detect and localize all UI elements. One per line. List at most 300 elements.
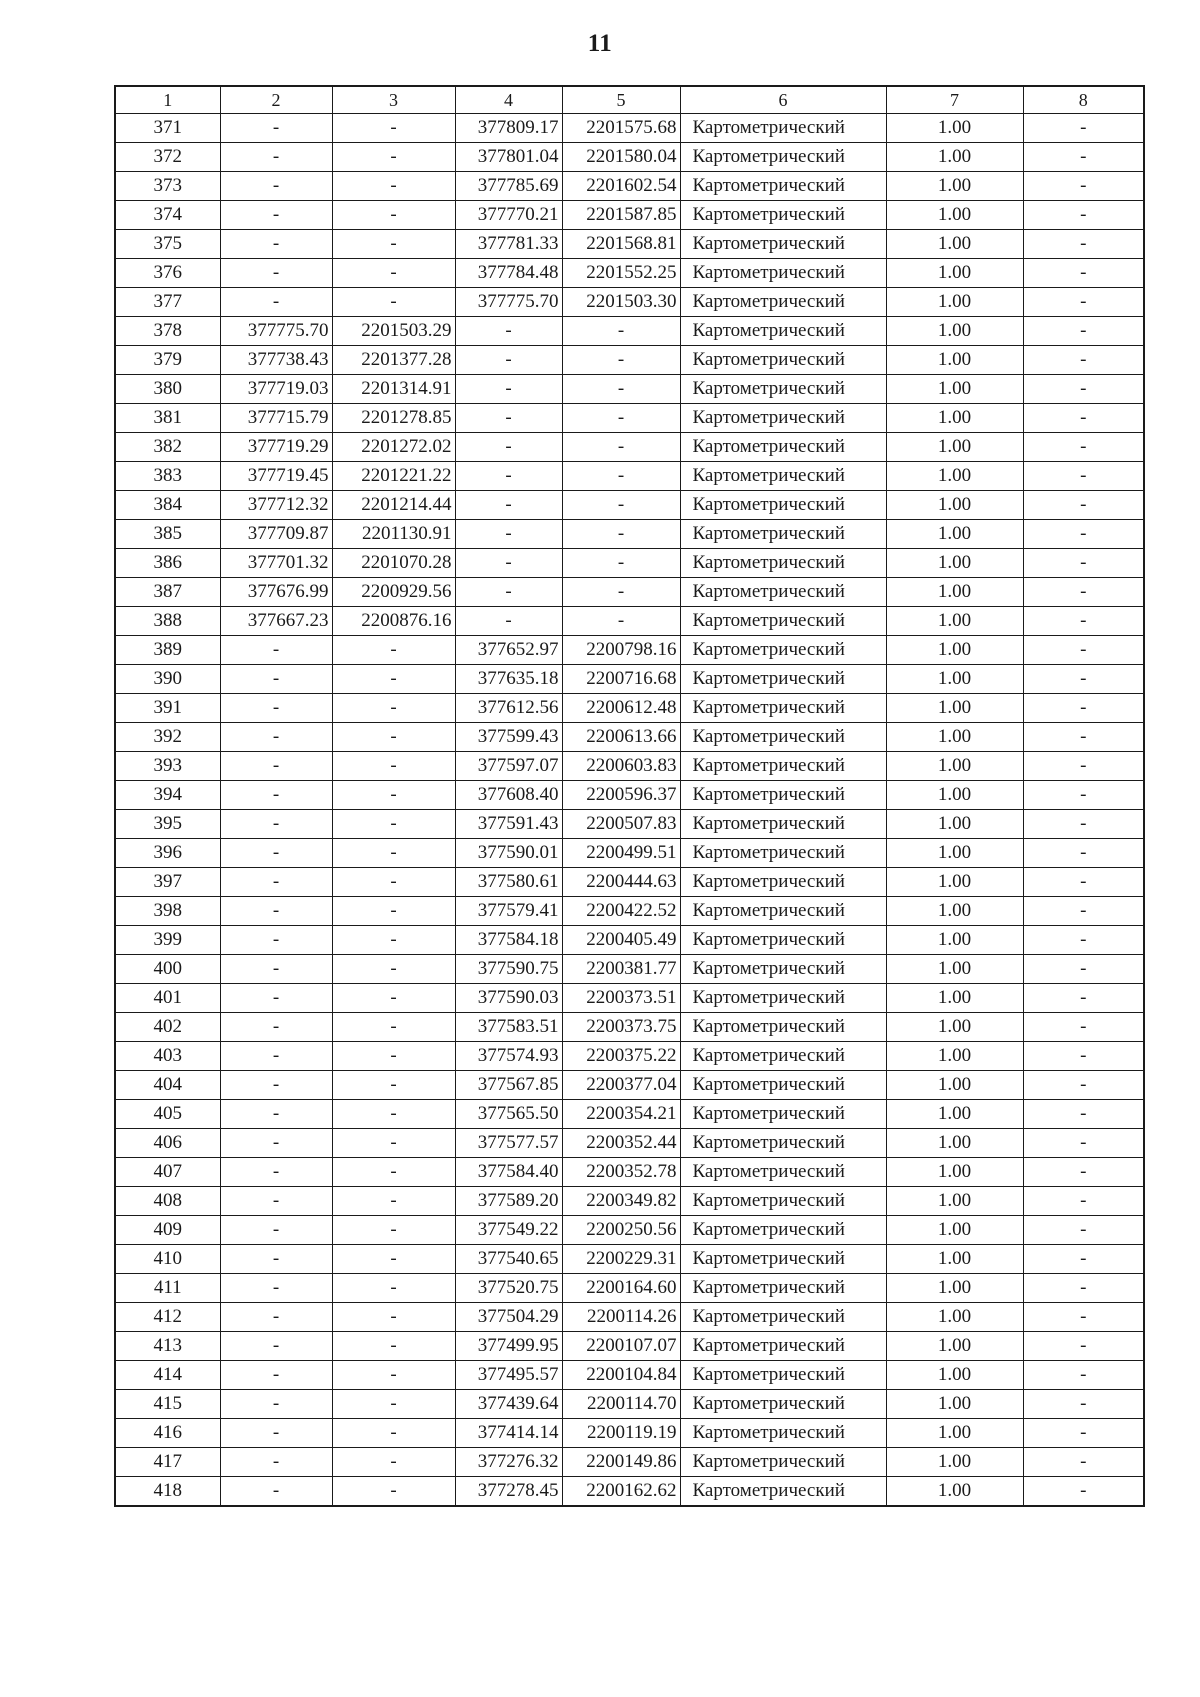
new-y-cell: 2200373.51: [562, 984, 680, 1013]
new-x-cell: -: [455, 433, 562, 462]
description-cell: -: [1023, 1187, 1144, 1216]
accuracy-cell: 1.00: [886, 636, 1023, 665]
table-row: [115, 1245, 1144, 1274]
method-cell: Картометрический: [680, 752, 886, 781]
accuracy-cell: 1.00: [886, 578, 1023, 607]
point-number-cell: 408: [115, 1187, 220, 1216]
method-cell: Картометрический: [680, 839, 886, 868]
accuracy-cell: 1.00: [886, 549, 1023, 578]
table-body: [115, 114, 1144, 1507]
method-cell: Картометрический: [680, 578, 886, 607]
existing-x-cell: 377775.70: [220, 317, 332, 346]
description-cell: -: [1023, 317, 1144, 346]
description-cell: -: [1023, 114, 1144, 143]
existing-x-cell: 377667.23: [220, 607, 332, 636]
point-number-cell: 382: [115, 433, 220, 462]
accuracy-cell: 1.00: [886, 201, 1023, 230]
existing-y-cell: -: [332, 201, 455, 230]
description-cell: -: [1023, 201, 1144, 230]
description-cell: -: [1023, 810, 1144, 839]
existing-y-cell: 2200929.56: [332, 578, 455, 607]
point-number-cell: 409: [115, 1216, 220, 1245]
existing-y-cell: -: [332, 1187, 455, 1216]
table-row: [115, 1274, 1144, 1303]
existing-x-cell: 377701.32: [220, 549, 332, 578]
existing-x-cell: 377712.32: [220, 491, 332, 520]
description-cell: -: [1023, 143, 1144, 172]
accuracy-cell: 1.00: [886, 1187, 1023, 1216]
method-cell: Картометрический: [680, 868, 886, 897]
existing-y-cell: -: [332, 1071, 455, 1100]
existing-x-cell: -: [220, 1216, 332, 1245]
method-cell: Картометрический: [680, 1361, 886, 1390]
new-y-cell: 2200499.51: [562, 839, 680, 868]
description-cell: -: [1023, 1477, 1144, 1507]
method-cell: Картометрический: [680, 955, 886, 984]
accuracy-cell: 1.00: [886, 1245, 1023, 1274]
description-cell: -: [1023, 1158, 1144, 1187]
existing-y-cell: -: [332, 288, 455, 317]
new-y-cell: 2201568.81: [562, 230, 680, 259]
method-cell: Картометрический: [680, 230, 886, 259]
method-cell: Картометрический: [680, 520, 886, 549]
accuracy-cell: 1.00: [886, 143, 1023, 172]
new-x-cell: -: [455, 404, 562, 433]
new-x-cell: 377809.17: [455, 114, 562, 143]
method-cell: Картометрический: [680, 810, 886, 839]
point-number-cell: 373: [115, 172, 220, 201]
new-x-cell: 377612.56: [455, 694, 562, 723]
method-cell: Картометрический: [680, 897, 886, 926]
new-x-cell: 377574.93: [455, 1042, 562, 1071]
point-number-cell: 372: [115, 143, 220, 172]
point-number-cell: 400: [115, 955, 220, 984]
point-number-cell: 371: [115, 114, 220, 143]
accuracy-cell: 1.00: [886, 520, 1023, 549]
table-row: [115, 549, 1144, 578]
description-cell: -: [1023, 578, 1144, 607]
new-x-cell: 377775.70: [455, 288, 562, 317]
point-number-cell: 407: [115, 1158, 220, 1187]
new-y-cell: -: [562, 549, 680, 578]
accuracy-cell: 1.00: [886, 1071, 1023, 1100]
existing-y-cell: 2201314.91: [332, 375, 455, 404]
point-number-cell: 391: [115, 694, 220, 723]
existing-y-cell: 2201214.44: [332, 491, 455, 520]
accuracy-cell: 1.00: [886, 1042, 1023, 1071]
method-cell: Картометрический: [680, 636, 886, 665]
accuracy-cell: 1.00: [886, 462, 1023, 491]
new-x-cell: 377781.33: [455, 230, 562, 259]
accuracy-cell: 1.00: [886, 1216, 1023, 1245]
method-cell: Картометрический: [680, 259, 886, 288]
point-number-cell: 388: [115, 607, 220, 636]
accuracy-cell: 1.00: [886, 1390, 1023, 1419]
existing-y-cell: -: [332, 1274, 455, 1303]
existing-y-cell: -: [332, 897, 455, 926]
point-number-cell: 380: [115, 375, 220, 404]
point-number-cell: 404: [115, 1071, 220, 1100]
description-cell: -: [1023, 1274, 1144, 1303]
point-number-cell: 379: [115, 346, 220, 375]
point-number-cell: 402: [115, 1013, 220, 1042]
point-number-cell: 394: [115, 781, 220, 810]
new-x-cell: -: [455, 578, 562, 607]
table-row: [115, 1216, 1144, 1245]
new-x-cell: 377597.07: [455, 752, 562, 781]
method-cell: Картометрический: [680, 926, 886, 955]
point-number-cell: 411: [115, 1274, 220, 1303]
point-number-cell: 385: [115, 520, 220, 549]
table-row: [115, 752, 1144, 781]
point-number-cell: 381: [115, 404, 220, 433]
table-row: [115, 868, 1144, 897]
table-row: [115, 433, 1144, 462]
accuracy-cell: 1.00: [886, 1332, 1023, 1361]
existing-y-cell: -: [332, 839, 455, 868]
point-number-cell: 412: [115, 1303, 220, 1332]
method-cell: Картометрический: [680, 607, 886, 636]
table-row: [115, 723, 1144, 752]
existing-x-cell: -: [220, 1100, 332, 1129]
existing-y-cell: -: [332, 636, 455, 665]
existing-x-cell: -: [220, 1303, 332, 1332]
new-y-cell: 2200716.68: [562, 665, 680, 694]
coordinates-table: [114, 85, 1145, 1507]
table-row: [115, 636, 1144, 665]
new-x-cell: 377579.41: [455, 897, 562, 926]
new-x-cell: -: [455, 317, 562, 346]
new-x-cell: 377591.43: [455, 810, 562, 839]
existing-x-cell: -: [220, 1071, 332, 1100]
new-x-cell: 377635.18: [455, 665, 562, 694]
method-cell: Картометрический: [680, 1129, 886, 1158]
point-number-cell: 398: [115, 897, 220, 926]
existing-x-cell: 377719.29: [220, 433, 332, 462]
description-cell: -: [1023, 549, 1144, 578]
existing-y-cell: -: [332, 1216, 455, 1245]
method-cell: Картометрический: [680, 665, 886, 694]
table-row: [115, 665, 1144, 694]
existing-x-cell: -: [220, 694, 332, 723]
table-row: [115, 114, 1144, 143]
existing-y-cell: -: [332, 259, 455, 288]
table-row: [115, 404, 1144, 433]
table-row: [115, 810, 1144, 839]
new-y-cell: -: [562, 578, 680, 607]
existing-x-cell: -: [220, 143, 332, 172]
new-y-cell: 2200405.49: [562, 926, 680, 955]
accuracy-cell: 1.00: [886, 781, 1023, 810]
accuracy-cell: 1.00: [886, 114, 1023, 143]
new-x-cell: 377580.61: [455, 868, 562, 897]
table-row: [115, 462, 1144, 491]
existing-x-cell: -: [220, 1390, 332, 1419]
new-x-cell: 377565.50: [455, 1100, 562, 1129]
existing-y-cell: -: [332, 665, 455, 694]
method-cell: Картометрический: [680, 1390, 886, 1419]
accuracy-cell: 1.00: [886, 752, 1023, 781]
description-cell: -: [1023, 723, 1144, 752]
existing-y-cell: -: [332, 781, 455, 810]
new-x-cell: 377584.18: [455, 926, 562, 955]
description-cell: -: [1023, 694, 1144, 723]
description-cell: -: [1023, 897, 1144, 926]
existing-y-cell: -: [332, 1361, 455, 1390]
existing-y-cell: 2201221.22: [332, 462, 455, 491]
new-x-cell: 377567.85: [455, 1071, 562, 1100]
new-y-cell: 2200596.37: [562, 781, 680, 810]
existing-y-cell: -: [332, 1158, 455, 1187]
existing-x-cell: -: [220, 1245, 332, 1274]
new-y-cell: -: [562, 607, 680, 636]
table-row: [115, 1187, 1144, 1216]
new-y-cell: 2200164.60: [562, 1274, 680, 1303]
method-cell: Картометрический: [680, 114, 886, 143]
accuracy-cell: 1.00: [886, 868, 1023, 897]
point-number-cell: 384: [115, 491, 220, 520]
new-x-cell: 377770.21: [455, 201, 562, 230]
existing-x-cell: 377738.43: [220, 346, 332, 375]
method-cell: Картометрический: [680, 781, 886, 810]
table-row: [115, 1013, 1144, 1042]
existing-x-cell: -: [220, 1187, 332, 1216]
method-cell: Картометрический: [680, 1419, 886, 1448]
existing-x-cell: -: [220, 172, 332, 201]
method-cell: Картометрический: [680, 1216, 886, 1245]
existing-y-cell: -: [332, 114, 455, 143]
method-cell: Картометрический: [680, 172, 886, 201]
description-cell: -: [1023, 346, 1144, 375]
new-y-cell: -: [562, 520, 680, 549]
accuracy-cell: 1.00: [886, 839, 1023, 868]
new-y-cell: 2201552.25: [562, 259, 680, 288]
accuracy-cell: 1.00: [886, 1158, 1023, 1187]
accuracy-cell: 1.00: [886, 984, 1023, 1013]
table-row: [115, 578, 1144, 607]
new-y-cell: 2200229.31: [562, 1245, 680, 1274]
point-number-cell: 376: [115, 259, 220, 288]
existing-y-cell: -: [332, 926, 455, 955]
method-cell: Картометрический: [680, 317, 886, 346]
new-y-cell: 2200107.07: [562, 1332, 680, 1361]
existing-y-cell: -: [332, 230, 455, 259]
method-cell: Картометрический: [680, 1042, 886, 1071]
new-x-cell: 377276.32: [455, 1448, 562, 1477]
method-cell: Картометрический: [680, 346, 886, 375]
method-cell: Картометрический: [680, 984, 886, 1013]
existing-x-cell: -: [220, 1129, 332, 1158]
new-x-cell: 377540.65: [455, 1245, 562, 1274]
method-cell: Картометрический: [680, 694, 886, 723]
point-number-cell: 387: [115, 578, 220, 607]
description-cell: -: [1023, 1071, 1144, 1100]
new-y-cell: 2201575.68: [562, 114, 680, 143]
accuracy-cell: 1.00: [886, 1100, 1023, 1129]
existing-x-cell: -: [220, 897, 332, 926]
accuracy-cell: 1.00: [886, 926, 1023, 955]
new-y-cell: -: [562, 433, 680, 462]
existing-x-cell: -: [220, 752, 332, 781]
point-number-cell: 417: [115, 1448, 220, 1477]
existing-x-cell: 377709.87: [220, 520, 332, 549]
new-y-cell: 2200114.70: [562, 1390, 680, 1419]
new-y-cell: 2200612.48: [562, 694, 680, 723]
method-cell: Картометрический: [680, 462, 886, 491]
existing-x-cell: -: [220, 1361, 332, 1390]
new-x-cell: -: [455, 549, 562, 578]
new-y-cell: -: [562, 375, 680, 404]
method-cell: Картометрический: [680, 723, 886, 752]
new-x-cell: 377589.20: [455, 1187, 562, 1216]
new-x-cell: 377590.01: [455, 839, 562, 868]
new-y-cell: 2200377.04: [562, 1071, 680, 1100]
new-y-cell: 2200349.82: [562, 1187, 680, 1216]
description-cell: -: [1023, 1042, 1144, 1071]
existing-x-cell: -: [220, 810, 332, 839]
new-x-cell: 377499.95: [455, 1332, 562, 1361]
accuracy-cell: 1.00: [886, 1303, 1023, 1332]
accuracy-cell: 1.00: [886, 694, 1023, 723]
column-header: 7: [886, 86, 1023, 114]
method-cell: Картометрический: [680, 288, 886, 317]
table-row: [115, 984, 1144, 1013]
existing-y-cell: -: [332, 1042, 455, 1071]
new-x-cell: 377495.57: [455, 1361, 562, 1390]
accuracy-cell: 1.00: [886, 1129, 1023, 1158]
existing-x-cell: -: [220, 288, 332, 317]
new-y-cell: 2200613.66: [562, 723, 680, 752]
description-cell: -: [1023, 230, 1144, 259]
column-header: 5: [562, 86, 680, 114]
accuracy-cell: 1.00: [886, 1419, 1023, 1448]
table-row: [115, 491, 1144, 520]
new-y-cell: 2200603.83: [562, 752, 680, 781]
description-cell: -: [1023, 1332, 1144, 1361]
point-number-cell: 414: [115, 1361, 220, 1390]
description-cell: -: [1023, 172, 1144, 201]
method-cell: Картометрический: [680, 1187, 886, 1216]
new-y-cell: 2201587.85: [562, 201, 680, 230]
existing-y-cell: 2201503.29: [332, 317, 455, 346]
point-number-cell: 393: [115, 752, 220, 781]
page-number: 11: [587, 30, 613, 57]
existing-x-cell: -: [220, 1419, 332, 1448]
new-x-cell: 377520.75: [455, 1274, 562, 1303]
table-row: [115, 317, 1144, 346]
description-cell: -: [1023, 781, 1144, 810]
existing-y-cell: -: [332, 1245, 455, 1274]
existing-x-cell: -: [220, 230, 332, 259]
column-header: 6: [680, 86, 886, 114]
new-y-cell: -: [562, 491, 680, 520]
new-x-cell: -: [455, 607, 562, 636]
existing-y-cell: -: [332, 1129, 455, 1158]
point-number-cell: 378: [115, 317, 220, 346]
point-number-cell: 415: [115, 1390, 220, 1419]
existing-x-cell: -: [220, 636, 332, 665]
new-y-cell: 2200149.86: [562, 1448, 680, 1477]
table-row: [115, 1042, 1144, 1071]
existing-x-cell: -: [220, 955, 332, 984]
table-row: [115, 1129, 1144, 1158]
new-y-cell: 2200444.63: [562, 868, 680, 897]
existing-x-cell: 377676.99: [220, 578, 332, 607]
point-number-cell: 405: [115, 1100, 220, 1129]
description-cell: -: [1023, 1216, 1144, 1245]
existing-x-cell: 377719.45: [220, 462, 332, 491]
point-number-cell: 416: [115, 1419, 220, 1448]
existing-y-cell: 2200876.16: [332, 607, 455, 636]
accuracy-cell: 1.00: [886, 810, 1023, 839]
method-cell: Картометрический: [680, 143, 886, 172]
table-row: [115, 1419, 1144, 1448]
table-row: [115, 172, 1144, 201]
existing-x-cell: -: [220, 926, 332, 955]
existing-y-cell: -: [332, 1390, 455, 1419]
existing-y-cell: -: [332, 1477, 455, 1507]
description-cell: -: [1023, 1419, 1144, 1448]
accuracy-cell: 1.00: [886, 665, 1023, 694]
new-y-cell: 2200162.62: [562, 1477, 680, 1507]
description-cell: -: [1023, 1100, 1144, 1129]
description-cell: -: [1023, 1303, 1144, 1332]
existing-y-cell: -: [332, 694, 455, 723]
description-cell: -: [1023, 491, 1144, 520]
existing-x-cell: -: [220, 1013, 332, 1042]
new-y-cell: 2200119.19: [562, 1419, 680, 1448]
accuracy-cell: 1.00: [886, 404, 1023, 433]
table-row: [115, 897, 1144, 926]
table-row: [115, 143, 1144, 172]
method-cell: Картометрический: [680, 433, 886, 462]
new-y-cell: 2200422.52: [562, 897, 680, 926]
description-cell: -: [1023, 926, 1144, 955]
existing-x-cell: -: [220, 839, 332, 868]
point-number-cell: 386: [115, 549, 220, 578]
column-header: 8: [1023, 86, 1144, 114]
table-row: [115, 375, 1144, 404]
table-row: [115, 1100, 1144, 1129]
description-cell: -: [1023, 404, 1144, 433]
new-x-cell: 377577.57: [455, 1129, 562, 1158]
existing-x-cell: -: [220, 1332, 332, 1361]
description-cell: -: [1023, 259, 1144, 288]
accuracy-cell: 1.00: [886, 1477, 1023, 1507]
point-number-cell: 406: [115, 1129, 220, 1158]
table-row: [115, 1158, 1144, 1187]
point-number-cell: 377: [115, 288, 220, 317]
existing-x-cell: 377719.03: [220, 375, 332, 404]
accuracy-cell: 1.00: [886, 1013, 1023, 1042]
new-x-cell: 377584.40: [455, 1158, 562, 1187]
existing-y-cell: -: [332, 1013, 455, 1042]
table-row: [115, 926, 1144, 955]
accuracy-cell: 1.00: [886, 375, 1023, 404]
accuracy-cell: 1.00: [886, 346, 1023, 375]
new-x-cell: -: [455, 520, 562, 549]
description-cell: -: [1023, 462, 1144, 491]
existing-y-cell: 2201130.91: [332, 520, 455, 549]
accuracy-cell: 1.00: [886, 172, 1023, 201]
description-cell: -: [1023, 520, 1144, 549]
description-cell: -: [1023, 1361, 1144, 1390]
description-cell: -: [1023, 752, 1144, 781]
method-cell: Картометрический: [680, 1071, 886, 1100]
existing-y-cell: -: [332, 955, 455, 984]
existing-x-cell: -: [220, 259, 332, 288]
accuracy-cell: 1.00: [886, 1274, 1023, 1303]
